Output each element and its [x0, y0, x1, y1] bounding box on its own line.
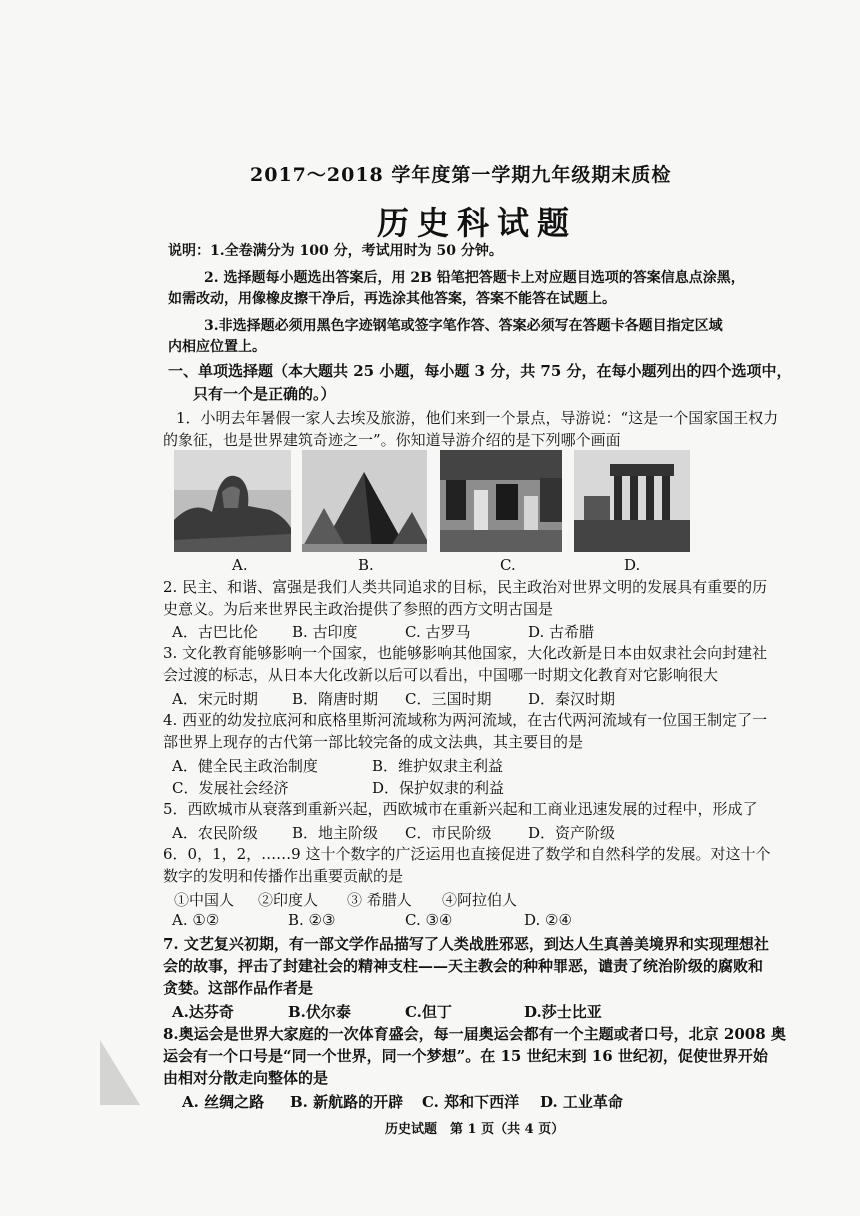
section-heading-cont: 只有一个是正确的。） [193, 385, 336, 403]
q1-image-pyramids [302, 450, 427, 552]
q4-option-a: A．健全民主政治制度 [172, 757, 318, 775]
q6-item-4: ④阿拉伯人 [442, 891, 518, 909]
q7-option-d: D.莎士比亚 [524, 1003, 602, 1021]
instruction-line-3b: 内相应位置上。 [168, 339, 266, 355]
q5-option-a: A．农民阶级 [172, 824, 258, 842]
q8-stem-cont: 运会有一个口号是“同一个世界，同一个梦想”。在 15 世纪末到 16 世纪初，促使世界开始 [163, 1047, 768, 1065]
q8-stem: 8.奥运会是世界大家庭的一次体育盛会，每一届奥运会都有一个主题或者口号，北京 2008 奥 [163, 1025, 786, 1043]
q5-option-d: D．资产阶级 [528, 824, 616, 842]
q7-stem: 7. 文艺复兴初期，有一部文学作品描写了人类战胜邪恶，到达人生真善美境界和实现理想社 [163, 935, 769, 953]
q3-option-d: D．秦汉时期 [528, 690, 616, 708]
q8-option-c: C. 郑和下西洋 [422, 1093, 520, 1111]
q5-option-c: C．市民阶级 [405, 824, 492, 842]
q6-stem: 6．0，1，2，……9 这十个数字的广泛运用也直接促进了数学和自然科学的发展。对这十个 [163, 845, 771, 863]
q2-option-b: B. 古印度 [292, 623, 358, 641]
q6-option-b: B. ②③ [288, 911, 336, 929]
q6-item-3: ③ 希腊人 [347, 891, 412, 909]
q8-stem-cont-2: 由相对分散走向整体的是 [163, 1069, 329, 1087]
instruction-line-2a: 2. 选择题每小题选出答案后，用 2B 铅笔把答题卡上对应题目选项的答案信息点涂黑， [204, 270, 745, 286]
q3-option-c: C．三国时期 [405, 690, 492, 708]
q6-item-1: ①中国人 [174, 891, 235, 909]
q6-option-c: C. ③④ [405, 911, 453, 929]
q1-caption-d: D. [624, 556, 641, 574]
q8-option-b: B. 新航路的开辟 [290, 1093, 404, 1111]
q3-stem-cont: 会过渡的标志，从日本大化改新以后可以看出，中国哪一时期文化教育对它影响很大 [163, 666, 719, 684]
q8-option-a: A. 丝绸之路 [182, 1093, 265, 1111]
q7-option-b: B.伏尔泰 [288, 1003, 351, 1021]
q5-option-b: B．地主阶级 [292, 824, 379, 842]
page-footer: 历史试题 第 1 页（共 4 页） [385, 1122, 565, 1137]
q1-image-sphinx [174, 450, 291, 552]
instruction-line-3a: 3.非选择题必须用黑色字迹钢笔或签字笔作答、答案必须写在答题卡各题目指定区域 [204, 318, 723, 334]
q3-option-b: B．隋唐时期 [292, 690, 379, 708]
q4-option-c: C．发展社会经济 [172, 779, 289, 797]
q8-option-d: D. 工业革命 [540, 1093, 623, 1111]
q1-caption-b: B. [358, 556, 374, 574]
q7-stem-cont-2: 贪婪。这部作品作者是 [163, 979, 314, 997]
scan-shadow [100, 1040, 140, 1105]
q1-stem-cont: 的象征，也是世界建筑奇迹之一”。你知道导游介绍的是下列哪个画面 [163, 431, 621, 449]
q7-option-c: C.但丁 [405, 1003, 452, 1021]
q2-option-c: C. 古罗马 [405, 623, 471, 641]
instruction-line-1: 说明：1.全卷满分为 100 分，考试用时为 50 分钟。 [168, 243, 503, 259]
q6-stem-cont: 数字的发明和传播作出重要贡献的是 [163, 867, 404, 885]
exam-name: 2017～2018 学年度第一学期九年级期末质检 [250, 164, 672, 186]
q1-image-palace [574, 450, 690, 552]
section-heading: 一、单项选择题（本大题共 25 小题，每小题 3 分，共 75 分，在每小题列出的四个选项中， [168, 362, 792, 380]
q4-stem: 4. 西亚的幼发拉底河和底格里斯河流域称为两河流域，在古代两河流域有一位国王制定了一 [163, 711, 768, 729]
q4-stem-cont: 部世界上现存的古代第一部比较完备的成文法典，其主要目的是 [163, 733, 584, 751]
q4-option-d: D．保护奴隶的利益 [372, 779, 505, 797]
q5-stem: 5．西欧城市从衰落到重新兴起，西欧城市在重新兴起和工商业迅速发展的过程中，形成了 [163, 800, 758, 818]
subject-title: 历史科试题 [377, 204, 578, 242]
q2-option-a: A．古巴比伦 [172, 623, 258, 641]
q6-option-d: D. ②④ [524, 911, 572, 929]
q1-caption-a: A. [232, 556, 248, 574]
q2-option-d: D. 古希腊 [528, 623, 595, 641]
q2-stem: 2. 民主、和谐、富强是我们人类共同追求的目标，民主政治对世界文明的发展具有重要的历 [163, 578, 768, 596]
q7-option-a: A.达芬奇 [172, 1003, 234, 1021]
q4-option-b: B．维护奴隶主利益 [372, 757, 504, 775]
q1-stem: 1．小明去年暑假一家人去埃及旅游，他们来到一个景点，导游说：“这是一个国家国王权力 [176, 409, 779, 427]
q3-stem: 3. 文化教育能够影响一个国家，也能够影响其他国家，大化改新是日本由奴隶社会向封建社 [163, 644, 768, 662]
q1-image-ruins [440, 450, 562, 552]
instruction-line-2b: 如需改动，用像橡皮擦干净后，再选涂其他答案，答案不能答在试题上。 [168, 291, 616, 307]
q1-caption-c: C. [500, 556, 516, 574]
q6-item-2: ②印度人 [258, 891, 319, 909]
q7-stem-cont: 会的故事，抨击了封建社会的精神支柱——天主教会的种种罪恶，谴责了统治阶级的腐败和 [163, 957, 764, 975]
q3-option-a: A．宋元时期 [172, 690, 258, 708]
q2-stem-cont: 史意义。为后来世界民主政治提供了参照的西方文明古国是 [163, 600, 554, 618]
q6-option-a: A. ①② [172, 911, 220, 929]
